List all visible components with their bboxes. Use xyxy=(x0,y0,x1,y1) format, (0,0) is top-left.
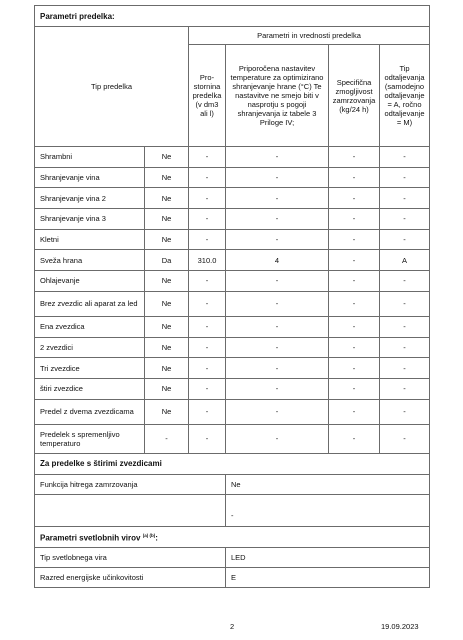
compartment-freezing-capacity: - xyxy=(329,250,380,271)
compartment-row xyxy=(35,399,430,424)
compartment-row xyxy=(35,209,430,230)
compartment-volume: - xyxy=(189,209,226,230)
compartment-temperature: - xyxy=(226,358,329,379)
compartment-present: Ne xyxy=(145,209,189,230)
compartment-freezing-capacity: - xyxy=(329,316,380,337)
compartment-freezing-capacity: - xyxy=(329,358,380,379)
compartment-row xyxy=(35,337,430,358)
compartment-name: 2 zvezdici xyxy=(35,337,145,358)
compartment-volume: 310.0 xyxy=(189,250,226,271)
compartment-name: Kletni xyxy=(35,229,145,250)
compartment-present: Ne xyxy=(145,291,189,316)
compartment-name: Ena zvezdica xyxy=(35,316,145,337)
compartment-name: Tri zvezdice xyxy=(35,358,145,379)
compartment-defrost-type: - xyxy=(380,358,430,379)
compartment-present: Ne xyxy=(145,229,189,250)
compartment-temperature: - xyxy=(226,337,329,358)
compartment-freezing-capacity: - xyxy=(329,209,380,230)
compartment-temperature: - xyxy=(226,167,329,188)
compartment-name: Sveža hrana xyxy=(35,250,145,271)
compartment-row xyxy=(35,378,430,399)
compartment-name: štiri zvezdice xyxy=(35,378,145,399)
compartment-row xyxy=(35,250,430,271)
light-type-value: LED xyxy=(226,547,430,567)
compartment-volume: - xyxy=(189,188,226,209)
product-sheet-page xyxy=(34,5,429,588)
four-star-section-title: Za predelke s štirimi zvezdicami xyxy=(35,453,430,474)
compartment-name: Ohlajevanje xyxy=(35,271,145,292)
compartment-freezing-capacity: - xyxy=(329,188,380,209)
compartment-freezing-capacity: - xyxy=(329,147,380,168)
temperature-header: Priporočena nastavitev temperature za optimizirano shranjevanje hrane (°C) Te nastavitve ne smejo biti v nasprotju s pogoji shranjevanja iz tabele 3 Priloge IV; xyxy=(226,45,329,147)
compartment-present: Ne xyxy=(145,378,189,399)
page-number: 2 xyxy=(230,622,235,631)
compartment-name: Shranjevanje vina 2 xyxy=(35,188,145,209)
fast-freeze-value: Ne xyxy=(226,474,430,494)
compartment-volume: - xyxy=(189,424,226,453)
compartment-name: Predelek s spremenljivo temperaturo xyxy=(35,424,145,453)
compartment-freezing-capacity: - xyxy=(329,291,380,316)
compartment-defrost-type: - xyxy=(380,424,430,453)
compartment-name: Predel z dvema zvezdicama xyxy=(35,399,145,424)
compartment-defrost-type: - xyxy=(380,271,430,292)
compartment-name: Shrambni xyxy=(35,147,145,168)
compartment-defrost-type: - xyxy=(380,378,430,399)
compartment-freezing-capacity: - xyxy=(329,229,380,250)
compartment-freezing-capacity: - xyxy=(329,271,380,292)
footer-date: 19.09.2023 xyxy=(381,622,419,631)
compartment-present: Ne xyxy=(145,337,189,358)
light-section-title: Parametri svetlobnih virov $^{(a) (b)}$: xyxy=(35,526,430,547)
compartment-temperature: - xyxy=(226,229,329,250)
compartment-present: Ne xyxy=(145,316,189,337)
compartment-defrost-type: - xyxy=(380,147,430,168)
compartment-name: Brez zvezdic ali aparat za led xyxy=(35,291,145,316)
compartment-freezing-capacity: - xyxy=(329,378,380,399)
compartment-present: Da xyxy=(145,250,189,271)
parameters-group-header: Parametri in vrednosti predelka xyxy=(189,27,430,45)
compartment-defrost-type: - xyxy=(380,291,430,316)
compartment-present: - xyxy=(145,424,189,453)
fast-freeze-label: Funkcija hitrega zamrzovanja xyxy=(35,474,226,494)
compartment-defrost-type: - xyxy=(380,337,430,358)
compartment-temperature: - xyxy=(226,378,329,399)
light-type-label: Tip svetlobnega vira xyxy=(35,547,226,567)
compartment-temperature: - xyxy=(226,424,329,453)
compartment-defrost-type: - xyxy=(380,399,430,424)
compartment-row xyxy=(35,424,430,453)
compartment-defrost-type: - xyxy=(380,188,430,209)
compartment-row xyxy=(35,358,430,379)
compartment-present: Ne xyxy=(145,188,189,209)
compartment-present: Ne xyxy=(145,358,189,379)
compartment-temperature: - xyxy=(226,316,329,337)
compartment-rows xyxy=(35,147,430,454)
compartment-defrost-type: - xyxy=(380,316,430,337)
compartment-present: Ne xyxy=(145,271,189,292)
compartment-volume: - xyxy=(189,337,226,358)
compartment-freezing-capacity: - xyxy=(329,337,380,358)
compartment-present: Ne xyxy=(145,167,189,188)
compartment-volume: - xyxy=(189,358,226,379)
compartment-temperature: - xyxy=(226,147,329,168)
compartment-volume: - xyxy=(189,167,226,188)
light-footnote-marks: (a) (b) xyxy=(142,532,156,538)
compartment-volume: - xyxy=(189,399,226,424)
compartment-defrost-type: - xyxy=(380,209,430,230)
compartment-volume: - xyxy=(189,271,226,292)
compartment-row xyxy=(35,291,430,316)
compartment-present: Ne xyxy=(145,147,189,168)
volume-header: Pro-stornina predelka (v dm3 ali l) xyxy=(189,45,226,147)
compartment-freezing-capacity: - xyxy=(329,167,380,188)
compartment-temperature: - xyxy=(226,399,329,424)
compartment-defrost-type: - xyxy=(380,229,430,250)
four-star-empty-label xyxy=(35,494,226,526)
compartment-temperature: 4 xyxy=(226,250,329,271)
compartment-row xyxy=(35,229,430,250)
compartment-row xyxy=(35,271,430,292)
compartment-temperature: - xyxy=(226,188,329,209)
compartment-name: Shranjevanje vina xyxy=(35,167,145,188)
energy-class-label: Razred energijske učinkovitosti xyxy=(35,567,226,587)
compartment-defrost-type: - xyxy=(380,167,430,188)
compartment-temperature: - xyxy=(226,209,329,230)
compartment-volume: - xyxy=(189,316,226,337)
compartment-present: Ne xyxy=(145,399,189,424)
compartment-parameters-table xyxy=(34,5,430,588)
compartments-section-title: Parametri predelka: xyxy=(35,6,430,27)
compartment-row xyxy=(35,147,430,168)
compartment-volume: - xyxy=(189,147,226,168)
defrost-type-header: Tip odtaljevanja (samodejno odtaljevanje = A, ročno odtaljevanje = M) xyxy=(380,45,430,147)
compartment-row xyxy=(35,316,430,337)
compartment-name: Shranjevanje vina 3 xyxy=(35,209,145,230)
compartment-row xyxy=(35,167,430,188)
compartment-freezing-capacity: - xyxy=(329,399,380,424)
compartment-volume: - xyxy=(189,291,226,316)
compartment-type-header: Tip predelka xyxy=(35,27,189,147)
four-star-extra-value: - xyxy=(226,494,430,526)
compartment-temperature: - xyxy=(226,271,329,292)
compartment-freezing-capacity: - xyxy=(329,424,380,453)
freezing-capacity-header: Specifična zmogljivost zamrzovanja (kg/24 h) xyxy=(329,45,380,147)
light-title-text: Parametri svetlobnih virov xyxy=(40,533,141,543)
compartment-row xyxy=(35,188,430,209)
energy-class-value: E xyxy=(226,567,430,587)
compartment-defrost-type: A xyxy=(380,250,430,271)
compartment-volume: - xyxy=(189,229,226,250)
compartment-temperature: - xyxy=(226,291,329,316)
compartment-volume: - xyxy=(189,378,226,399)
